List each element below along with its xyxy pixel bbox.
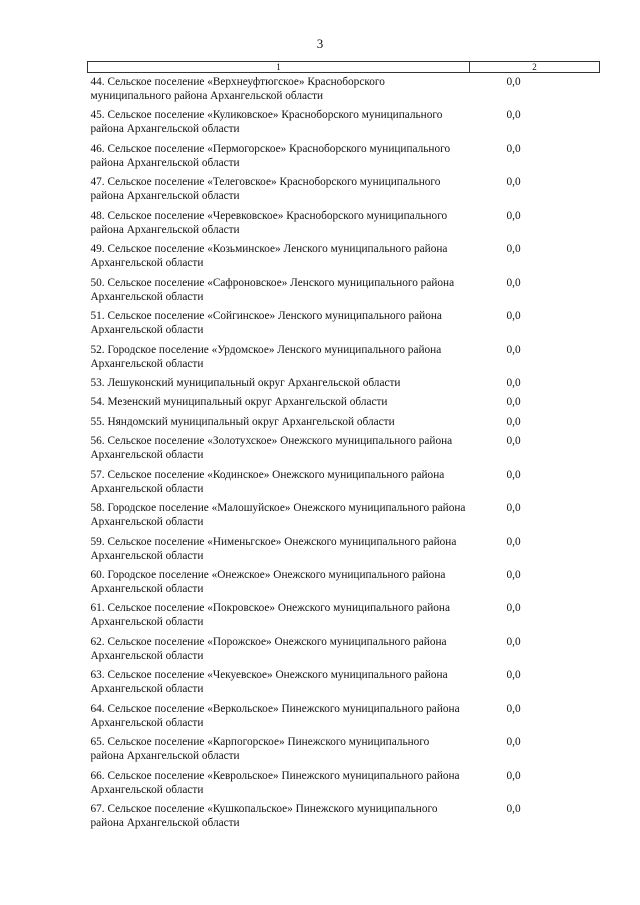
table-row <box>88 566 600 599</box>
settlement-name: 49. Сельское поселение «Козьминское» Ленского муниципального района Архангельской области <box>90 243 448 270</box>
table-row <box>88 274 600 307</box>
settlement-value: 0,0 <box>506 635 521 648</box>
settlement-name: 59. Сельское поселение «Нименьгское» Онежского муниципального района Архангельской области <box>90 535 457 562</box>
settlement-value: 0,0 <box>506 569 521 581</box>
settlement-value: 0,0 <box>506 736 521 749</box>
settlement-value: 0,0 <box>506 468 521 481</box>
settlement-value: 0,0 <box>506 502 521 515</box>
settlement-name: 53. Лешуконский муниципальный округ Архангельской области <box>90 376 401 389</box>
settlement-value: 0,0 <box>506 176 521 189</box>
settlement-name: 66. Сельское поселение «Кеврольское» Пинежского муниципального района Архангельской области <box>90 769 460 796</box>
settlement-value: 0,0 <box>506 243 521 256</box>
column-2-header: 2 <box>470 62 600 73</box>
table-row <box>88 207 600 240</box>
settlement-name: 60. Городское поселение «Онежское» Онежского муниципального района Архангельской области <box>90 569 446 595</box>
table-row <box>88 466 600 499</box>
settlement-value: 0,0 <box>506 276 521 289</box>
settlement-name: 45. Сельское поселение «Куликовское» Красноборского муниципального района Архангельской области <box>90 109 443 136</box>
settlement-name: 58. Городское поселение «Малошуйское» Онежского муниципального района Архангельской области <box>90 502 466 529</box>
settlement-name: 64. Сельское поселение «Веркольское» Пинежского муниципального района Архангельской области <box>90 702 460 729</box>
settlement-value: 0,0 <box>506 142 521 155</box>
settlement-name: 57. Сельское поселение «Кодинское» Онежского муниципального района Архангельской области <box>90 468 445 495</box>
table-row <box>88 499 600 532</box>
settlement-value: 0,0 <box>506 76 521 88</box>
table-row <box>88 666 600 699</box>
settlement-value: 0,0 <box>506 602 521 615</box>
table-row <box>88 307 600 340</box>
header-row <box>88 62 600 73</box>
table-row <box>88 733 600 766</box>
settlement-value: 0,0 <box>506 803 521 816</box>
settlement-value: 0,0 <box>506 310 521 323</box>
settlement-name: 61. Сельское поселение «Покровское» Онежского муниципального района Архангельской области <box>90 602 450 629</box>
settlement-name: 56. Сельское поселение «Золотухское» Онежского муниципального района Архангельской области <box>90 435 453 462</box>
settlement-value: 0,0 <box>506 669 521 682</box>
settlement-value: 0,0 <box>506 209 521 222</box>
table-row <box>88 413 600 432</box>
table-row <box>88 800 600 833</box>
table-row <box>88 73 600 107</box>
settlement-value: 0,0 <box>506 415 521 428</box>
settlement-name: 62. Сельское поселение «Порожское» Онежского муниципального района Архангельской области <box>90 635 447 662</box>
settlement-name: 44. Сельское поселение «Верхнеуфтюгское» Красноборского муниципального района Архангельской области <box>90 76 385 102</box>
table-row <box>88 633 600 666</box>
settlement-value: 0,0 <box>506 769 521 782</box>
table-row <box>88 341 600 374</box>
table-row <box>88 140 600 173</box>
settlement-value: 0,0 <box>506 396 521 409</box>
settlement-name: 48. Сельское поселение «Черевковское» Красноборского муниципального района Архангельской области <box>90 209 448 236</box>
settlement-name: 47. Сельское поселение «Телеговское» Красноборского муниципального района Архангельской области <box>90 176 441 203</box>
table-row <box>88 173 600 206</box>
settlement-name: 55. Няндомский муниципальный округ Архангельской области <box>90 415 395 428</box>
table-row <box>88 767 600 800</box>
table-body <box>88 73 600 834</box>
table-row <box>88 240 600 273</box>
settlement-value: 0,0 <box>506 343 521 356</box>
settlement-name: 65. Сельское поселение «Карпогорское» Пинежского муниципального района Архангельской области <box>90 736 430 763</box>
table-header <box>88 62 600 73</box>
allocation-table <box>87 61 600 834</box>
settlement-value: 0,0 <box>506 376 521 389</box>
settlement-name: 51. Сельское поселение «Сойгинское» Ленского муниципального района Архангельской области <box>90 310 442 337</box>
settlement-value: 0,0 <box>506 435 521 448</box>
settlement-name: 50. Сельское поселение «Сафроновское» Ленского муниципального района Архангельской области <box>90 276 455 303</box>
settlement-name: 52. Городское поселение «Урдомское» Ленского муниципального района Архангельской области <box>90 343 442 370</box>
table-row <box>88 432 600 465</box>
table-row <box>88 533 600 566</box>
settlement-name: 46. Сельское поселение «Пермогорское» Красноборского муниципального района Архангельской области <box>90 142 451 169</box>
table-row <box>88 599 600 632</box>
table-row <box>88 374 600 393</box>
table-row <box>88 106 600 139</box>
settlement-name: 67. Сельское поселение «Кушкопальское» Пинежского муниципального района Архангельской области <box>90 803 438 830</box>
settlement-name: 63. Сельское поселение «Чекуевское» Онежского муниципального района Архангельской области <box>90 669 448 696</box>
page-number: 3 <box>316 36 324 51</box>
table-row <box>88 393 600 412</box>
column-1-header: 1 <box>88 62 470 73</box>
settlement-name: 54. Мезенский муниципальный округ Архангельской области <box>90 396 388 409</box>
settlement-value: 0,0 <box>506 535 521 548</box>
settlement-value: 0,0 <box>506 109 521 122</box>
table-row <box>88 700 600 733</box>
settlement-value: 0,0 <box>506 702 521 715</box>
